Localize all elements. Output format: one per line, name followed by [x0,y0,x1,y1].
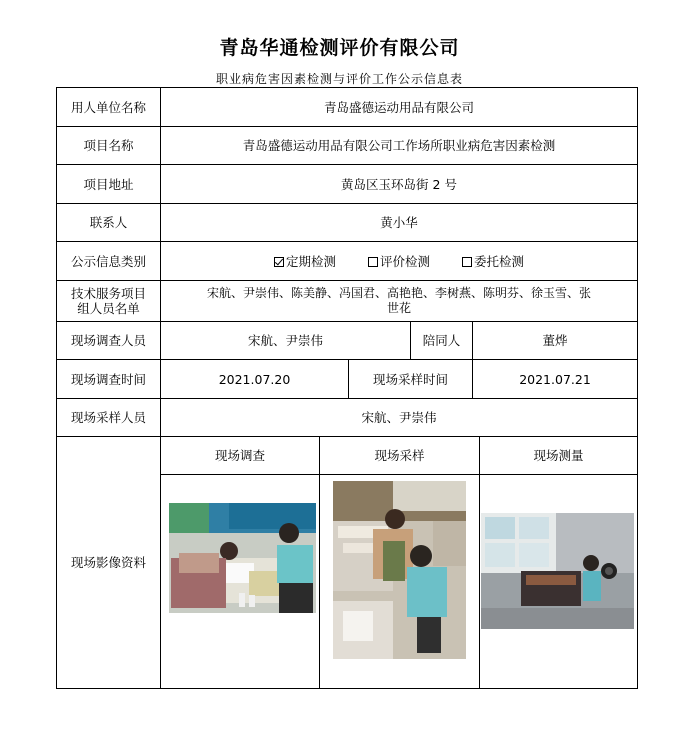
sampling-staff-label: 现场采样人员 [70,410,146,425]
category-option-label: 委托检测 [474,253,525,269]
survey-staff-value: 宋航、尹崇伟 [247,333,323,348]
team-value-line1: 宋航、尹崇伟、陈美静、冯国君、高艳艳、李树燕、陈明芬、徐玉雪、张 [206,286,591,300]
sampling-time-label: 现场采样时间 [372,371,448,387]
category-option-periodic[interactable] [274,254,336,269]
team-label-line2: 组人员名单 [77,301,140,316]
employer-value: 青岛盛德运动用品有限公司 [323,99,474,115]
sampling-photo [333,481,466,659]
images-col-sampling: 现场采样 [374,448,425,463]
survey-staff-label: 现场调查人员 [70,333,146,348]
images-col-measurement: 现场测量 [533,448,584,463]
project-name-label: 项目名称 [83,138,134,153]
company-title: 青岛华通检测评价有限公司 [219,37,460,59]
employer-label: 用人单位名称 [70,99,146,115]
category-option-evaluation[interactable] [368,254,430,269]
survey-photo [169,503,316,613]
project-address-label: 项目地址 [83,176,134,192]
form-subtitle: 职业病危害因素检测与评价工作公示信息表 [215,72,463,86]
unchecked-box-icon [368,257,378,267]
category-options [161,242,637,280]
team-value [161,281,637,321]
team-label [57,281,160,321]
project-address-value: 黄岛区玉环岛街 2 号 [341,176,457,192]
category-label: 公示信息类别 [70,253,146,269]
images-col-survey: 现场调查 [214,448,265,463]
images-label: 现场影像资料 [70,555,146,570]
companion-label: 陪同人 [422,333,461,348]
measurement-photo [481,513,634,629]
sampling-staff-value: 宋航、尹崇伟 [361,410,437,425]
survey-time-label: 现场调查时间 [70,371,146,387]
unchecked-box-icon [462,257,472,267]
category-option-entrusted[interactable] [462,254,524,269]
checked-box-icon [274,257,284,267]
survey-time-value: 2021.07.20 [218,371,291,387]
contact-value: 黄小华 [380,215,418,230]
category-option-label: 评价检测 [379,253,430,269]
project-name-value: 青岛盛德运动用品有限公司工作场所职业病危害因素检测 [242,138,556,153]
category-option-label: 定期检测 [285,253,336,269]
sampling-time-value: 2021.07.21 [519,371,591,387]
team-value-line2: 世花 [386,301,411,315]
companion-value: 董烨 [542,333,568,348]
team-label-line1: 技术服务项目 [70,286,146,301]
contact-label: 联系人 [89,215,128,230]
